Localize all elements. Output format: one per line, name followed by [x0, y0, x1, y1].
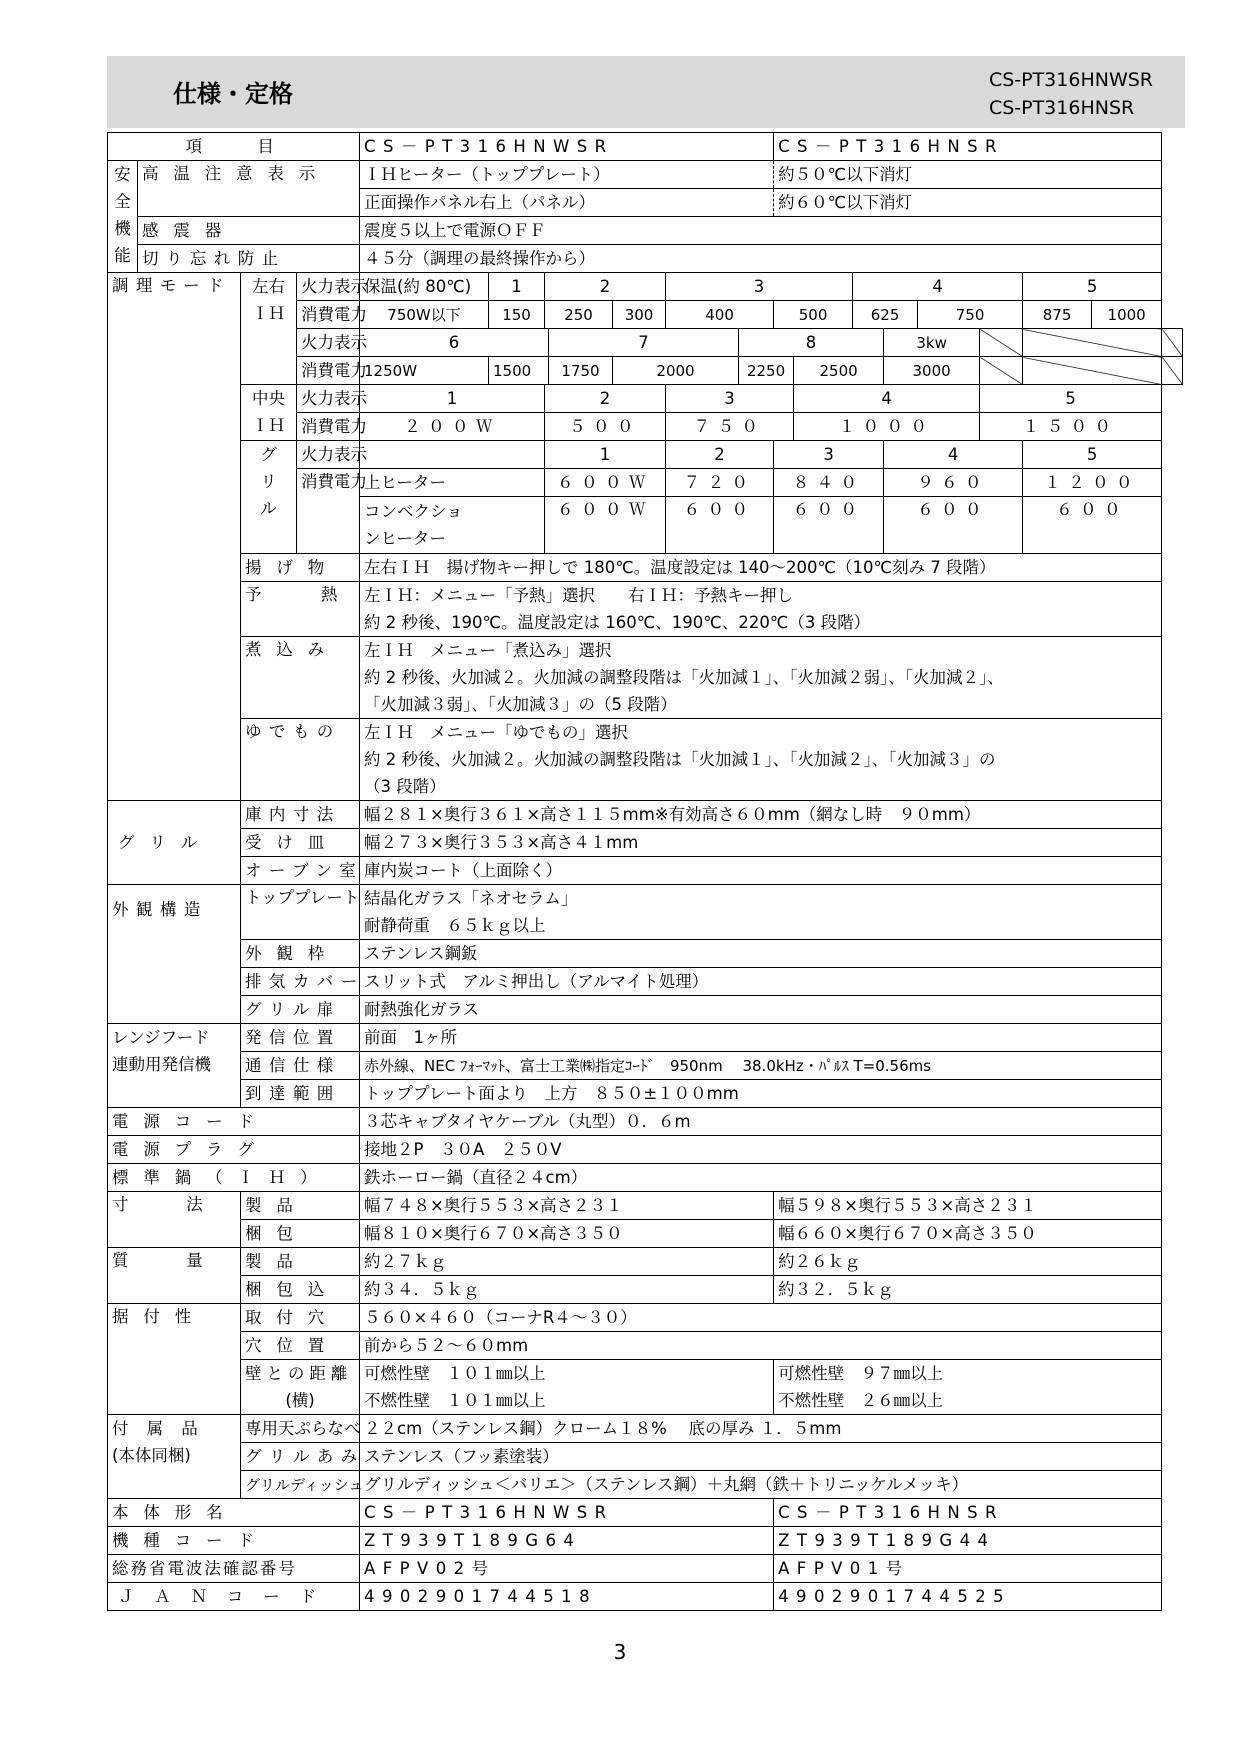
- center-heat-5: 5: [980, 385, 1162, 413]
- wall-label: 壁との距離 (横): [241, 1360, 360, 1415]
- wall-1a: 可燃性壁 １０１㎜以上: [360, 1360, 774, 1388]
- conv-val-1: ６００Ｗ: [545, 497, 666, 554]
- radio-2: AFPV01号: [774, 1555, 1162, 1583]
- power-plug-value: 接地２P ３０A ２５０V: [360, 1136, 1162, 1164]
- hole-pos-label: 穴位置: [241, 1332, 360, 1360]
- header-models: [989, 66, 1153, 122]
- top-plate-line-2: 耐静荷重 ６５ｋｇ以上: [360, 912, 1162, 940]
- table-row: [108, 1304, 1183, 1332]
- preheat-line-1: 左ＩＨ：メニュー「予熱」選択 右ＩＨ：予熱キー押し: [360, 582, 1162, 610]
- lr-heat-1: 1: [489, 273, 545, 301]
- power-label: 消費電力: [297, 301, 360, 329]
- lr-heat-2: 2: [545, 273, 666, 301]
- dimension-label: 寸法: [108, 1192, 241, 1248]
- table-row: [108, 1443, 1183, 1471]
- heat-label: 火力表示: [297, 329, 360, 357]
- grill-heat-1: 1: [545, 441, 666, 469]
- tray-label: 受け皿: [241, 829, 360, 857]
- grill-group-label: グリル: [108, 801, 241, 885]
- lr-power-2: 150: [489, 301, 545, 329]
- exterior-group-label: 外観構造: [108, 885, 241, 1024]
- table-row: [108, 1415, 1183, 1443]
- table-row: [108, 968, 1183, 996]
- upper-heater-label: 上ヒーター: [360, 469, 545, 497]
- upper-val-3: ８４０: [774, 469, 884, 497]
- tempura-label: 専用天ぷらなべ: [241, 1415, 360, 1443]
- dish-value: グリルディッシュ＜バリエ＞（ステンレス鋼）＋丸網（鉄＋トリニッケルメッキ）: [360, 1471, 1162, 1499]
- center-power-2: ５００: [545, 413, 666, 441]
- grill-heat-2: 2: [666, 441, 774, 469]
- col-model-1: CS－PT316HNWSR: [360, 133, 774, 161]
- exhaust-value: スリット式 アルミ押出し（アルマイト処理）: [360, 968, 1162, 996]
- cooking-mode-label: 調理モード: [108, 273, 241, 801]
- dish-label: グリルディッシュ: [241, 1471, 360, 1499]
- hole-label: 取付穴: [241, 1304, 360, 1332]
- lr-power-13: 1750: [549, 357, 613, 385]
- mass-product-1: 約２７ｋｇ: [360, 1248, 774, 1276]
- lr-heat-4: 4: [853, 273, 1023, 301]
- table-row: [108, 1052, 1183, 1080]
- table-row: [108, 857, 1183, 885]
- table-row: [108, 554, 1183, 582]
- heat-label: 火力表示: [297, 273, 360, 301]
- page-number: 3: [613, 1640, 627, 1664]
- body-model-2: CS－PT316HNSR: [774, 1499, 1162, 1527]
- col-item: 項 目: [108, 133, 360, 161]
- conv-val-5: ６００: [1023, 497, 1162, 554]
- body-model-label: 本体形名: [108, 1499, 360, 1527]
- pos-label: 発信位置: [241, 1024, 360, 1052]
- quake-label: 感震器: [138, 217, 360, 245]
- upper-val-5: １２００: [1023, 469, 1162, 497]
- table-row: [108, 441, 1183, 469]
- timer-label: 切り忘れ防止: [138, 245, 360, 273]
- boil-label: ゆでもの: [241, 719, 360, 801]
- lr-power-16: 2500: [794, 357, 884, 385]
- header-model-2: CS-PT316HNSR: [988, 97, 1135, 119]
- comm-label: 通信仕様: [241, 1052, 360, 1080]
- empty-cell: [1023, 357, 1162, 385]
- std-pot-value: 鉄ホーロー鍋（直径２４cm）: [360, 1164, 1162, 1192]
- power-label: 消費電力: [297, 469, 360, 554]
- table-row: [108, 1248, 1183, 1276]
- boil-line-3: （3 段階）: [360, 773, 1162, 801]
- grill-net-value: ステンレス（フッ素塗装）: [360, 1443, 1162, 1471]
- high-temp-label: 高温注意表示: [138, 161, 360, 217]
- frame-value: ステンレス鋼鈑: [360, 940, 1162, 968]
- simmer-label: 煮込み: [241, 637, 360, 719]
- empty-cell: [1023, 329, 1162, 357]
- frame-label: 外観枠: [241, 940, 360, 968]
- upper-val-4: ９６０: [884, 469, 1023, 497]
- table-row: [108, 1136, 1183, 1164]
- jan-2: 4902901744525: [774, 1583, 1162, 1611]
- lr-heat-5: 5: [1023, 273, 1162, 301]
- preheat-line-2: 約 2 秒後、190℃。温度設定は 160℃、190℃、220℃（3 段階）: [360, 609, 1162, 637]
- spec-header: [107, 56, 1185, 128]
- table-row: [108, 1471, 1183, 1499]
- header-model-1: CS-PT316HNWSR: [988, 69, 1153, 91]
- table-row: [108, 1276, 1183, 1304]
- hole-pos-value: 前から５２～６０mm: [360, 1332, 1162, 1360]
- hole-value: ５６０×４６０（コーナR４～３０）: [360, 1304, 1162, 1332]
- empty-cell: [980, 357, 1023, 385]
- table-row: [108, 273, 1183, 301]
- wall-2a: 可燃性壁 ９７㎜以上: [774, 1360, 1162, 1388]
- dim-pack-1: 幅８１０×奥行６７０×高さ３５０: [360, 1220, 774, 1248]
- spec-table: [107, 132, 1183, 1611]
- dim-product-label: 製品: [241, 1192, 360, 1220]
- wall-2b: 不燃性壁 ２６㎜以上: [774, 1387, 1162, 1415]
- high-temp-r1b: 約５０℃以下消灯: [774, 161, 1162, 189]
- lr-power-8: 750: [918, 301, 1023, 329]
- grill-label: グ リ ル: [241, 441, 297, 554]
- preheat-label: 予熱: [241, 582, 360, 637]
- upper-val-1: ６００Ｗ: [545, 469, 666, 497]
- lr-ih-line-1: 左右: [252, 277, 285, 296]
- code-1: ZT939T189G64: [360, 1527, 774, 1555]
- center-heat-4: 4: [794, 385, 980, 413]
- table-row: [108, 1499, 1183, 1527]
- dim-pack-label: 梱包: [241, 1220, 360, 1248]
- table-row: [108, 1080, 1183, 1108]
- lr-heat-keep: 保温(約 80℃): [360, 273, 489, 301]
- timer-value: ４５分（調理の最終操作から）: [360, 245, 1162, 273]
- lr-power-17: 3000: [884, 357, 980, 385]
- simmer-line-2: 約 2 秒後、火加減２。火加減の調整段階は「火加減１」、「火加減２弱」、「火加減２」、: [360, 664, 1162, 691]
- fry-value: 左右ＩＨ 揚げ物キー押しで 180℃。温度設定は 140～200℃（10℃刻み 7 段階）: [360, 554, 1162, 582]
- page-title: 仕様・定格: [173, 80, 293, 108]
- accessory-label: 付属品 (本体同梱): [108, 1415, 241, 1499]
- quake-value: 震度５以上で電源ＯＦＦ: [360, 217, 1162, 245]
- heat-label: 火力表示: [297, 441, 360, 469]
- mass-product-label: 製品: [241, 1248, 360, 1276]
- table-row: [108, 1583, 1183, 1611]
- safety-group: 安 全 機 能: [108, 161, 138, 273]
- lr-heat-6: 6: [360, 329, 549, 357]
- mass-pack-label: 梱包込: [241, 1276, 360, 1304]
- table-row: [108, 885, 1183, 913]
- table-row: [108, 217, 1183, 245]
- table-row: [108, 1220, 1183, 1248]
- conv-val-2: ６００: [666, 497, 774, 554]
- oven-value: 庫内炭コート（上面除く）: [360, 857, 1162, 885]
- fry-label: 揚げ物: [241, 554, 360, 582]
- boil-line-1: 左ＩＨ メニュー「ゆでもの」選択: [360, 719, 1162, 747]
- lr-power-15: 2250: [739, 357, 794, 385]
- table-row: [108, 1332, 1183, 1360]
- power-plug-label: 電源プラグ: [108, 1136, 360, 1164]
- table-row: [108, 1024, 1183, 1052]
- table-row: [108, 245, 1183, 273]
- tray-value: 幅２７３×奥行３５３×高さ４１mm: [360, 829, 1162, 857]
- table-row: [108, 829, 1183, 857]
- grill-heat-5: 5: [1023, 441, 1162, 469]
- lr-power-9: 875: [1023, 301, 1092, 329]
- comm-value: 赤外線、NEC ﾌｫｰﾏｯﾄ、富士工業㈱指定ｺｰﾄﾞ 950nm 38.0kHz・ﾊﾟﾙｽ T=0.56ms: [360, 1052, 1162, 1080]
- radio-1: AFPV02号: [360, 1555, 774, 1583]
- mass-product-2: 約２６ｋｇ: [774, 1248, 1162, 1276]
- std-pot-label: 標準鍋（ＩＨ）: [108, 1164, 360, 1192]
- jan-label: ＪＡＮコード: [108, 1583, 360, 1611]
- table-head-row: [108, 133, 1183, 161]
- oven-label: オーブン室: [241, 857, 360, 885]
- conv-heater-label: コンベクショ ンヒーター: [360, 497, 545, 554]
- dim-product-1: 幅７４８×奥行５５３×高さ２３１: [360, 1192, 774, 1220]
- lr-power-3: 250: [545, 301, 613, 329]
- col-model-2: CS－PT316HNSR: [774, 133, 1162, 161]
- empty-cell: [360, 441, 545, 469]
- upper-val-2: ７２０: [666, 469, 774, 497]
- lr-heat-8: 8: [739, 329, 884, 357]
- body-model-1: CS－PT316HNWSR: [360, 1499, 774, 1527]
- range-label: 到達範囲: [241, 1080, 360, 1108]
- radio-label: 総務省電波法確認番号: [108, 1555, 360, 1583]
- lr-power-7: 625: [853, 301, 918, 329]
- simmer-line-1: 左ＩＨ メニュー「煮込み」選択: [360, 637, 1162, 665]
- lr-ih-line-2: ＩＨ: [252, 304, 285, 323]
- tempura-value: ２２cm（ステンレス鋼）クローム１８% 底の厚み １．５mm: [360, 1415, 1162, 1443]
- lr-heat-7: 7: [549, 329, 739, 357]
- grill-heat-3: 3: [774, 441, 884, 469]
- hood-group-label: レンジフード 連動用発信機: [108, 1024, 241, 1108]
- table-row: [108, 1108, 1183, 1136]
- grill-net-label: グリルあみ: [241, 1443, 360, 1471]
- dim-product-2: 幅５９８×奥行５５３×高さ２３１: [774, 1192, 1162, 1220]
- lr-power-6: 500: [774, 301, 853, 329]
- table-row: [108, 801, 1183, 829]
- power-label: 消費電力: [297, 413, 360, 441]
- lr-heat-3kw: 3kw: [884, 329, 980, 357]
- top-plate-line-1: 結晶化ガラス「ネオセラム」: [360, 885, 1162, 913]
- table-row: [108, 1527, 1183, 1555]
- center-power-4: １０００: [794, 413, 980, 441]
- lr-heat-3: 3: [666, 273, 853, 301]
- table-row: [108, 940, 1183, 968]
- lr-power-1: 750W以下: [360, 301, 489, 329]
- mass-pack-1: 約３４．５ｋｇ: [360, 1276, 774, 1304]
- high-temp-r2b: 約６０℃以下消灯: [774, 189, 1162, 217]
- table-row: [108, 1192, 1183, 1220]
- wall-1b: 不燃性壁 １０１㎜以上: [360, 1387, 774, 1415]
- empty-cell: [1162, 357, 1183, 385]
- conv-val-3: ６００: [774, 497, 884, 554]
- range-value: トッププレート面より 上方 ８５０±１００mm: [360, 1080, 1162, 1108]
- exhaust-label: 排気カバー: [241, 968, 360, 996]
- table-row: [108, 996, 1183, 1024]
- table-row: [108, 161, 1183, 189]
- inner-value: 幅２８１×奥行３６１×高さ１１５mm※有効高さ６０mm（網なし時 ９０mm）: [360, 801, 1162, 829]
- empty-cell: [1162, 329, 1183, 357]
- simmer-line-3: 「火加減３弱」、「火加減３」の（5 段階）: [360, 691, 1162, 719]
- center-power-1: ２００Ｗ: [360, 413, 545, 441]
- lr-ih-label: [241, 273, 297, 385]
- high-temp-r2a: 正面操作パネル右上（パネル）: [360, 189, 774, 217]
- boil-line-2: 約 2 秒後、火加減２。火加減の調整段階は「火加減１」、「火加減２」、「火加減３」の: [360, 746, 1162, 773]
- lr-power-14: 2000: [613, 357, 739, 385]
- pos-value: 前面 1ヶ所: [360, 1024, 1162, 1052]
- code-label: 機種コード: [108, 1527, 360, 1555]
- high-temp-r1a: ＩＨヒーター（トッププレート）: [360, 161, 774, 189]
- door-label: グリル扉: [241, 996, 360, 1024]
- code-2: ZT939T189G44: [774, 1527, 1162, 1555]
- lr-power-10: 1000: [1092, 301, 1162, 329]
- center-ih-label: 中央 ＩＨ: [241, 385, 297, 441]
- heat-label: 火力表示: [297, 385, 360, 413]
- grill-heat-4: 4: [884, 441, 1023, 469]
- table-row: [108, 582, 1183, 610]
- mass-pack-2: 約３２．５ｋｇ: [774, 1276, 1162, 1304]
- table-row: [108, 385, 1183, 413]
- center-heat-3: 3: [666, 385, 794, 413]
- install-label: 据付性: [108, 1304, 241, 1415]
- lr-power-5: 400: [666, 301, 774, 329]
- top-plate-label: トッププレート: [241, 885, 360, 940]
- lr-power-12: 1500: [489, 357, 549, 385]
- table-row: [108, 637, 1183, 665]
- door-value: 耐熱強化ガラス: [360, 996, 1162, 1024]
- table-row: [108, 1555, 1183, 1583]
- power-cord-label: 電源コード: [108, 1108, 360, 1136]
- dim-pack-2: 幅６６０×奥行６７０×高さ３５０: [774, 1220, 1162, 1248]
- power-cord-value: ３芯キャブタイヤケーブル（丸型）０．６m: [360, 1108, 1162, 1136]
- jan-1: 4902901744518: [360, 1583, 774, 1611]
- empty-cell: [980, 329, 1023, 357]
- mass-label: 質量: [108, 1248, 241, 1304]
- center-power-3: ７５０: [666, 413, 794, 441]
- lr-power-11: 1250W: [360, 357, 489, 385]
- conv-val-4: ６００: [884, 497, 1023, 554]
- center-heat-2: 2: [545, 385, 666, 413]
- table-row: [108, 1360, 1183, 1388]
- power-label: 消費電力: [297, 357, 360, 385]
- table-row: [108, 719, 1183, 747]
- table-row: [108, 1164, 1183, 1192]
- inner-label: 庫内寸法: [241, 801, 360, 829]
- center-heat-1: 1: [360, 385, 545, 413]
- center-power-5: １５００: [980, 413, 1162, 441]
- lr-power-4: 300: [613, 301, 666, 329]
